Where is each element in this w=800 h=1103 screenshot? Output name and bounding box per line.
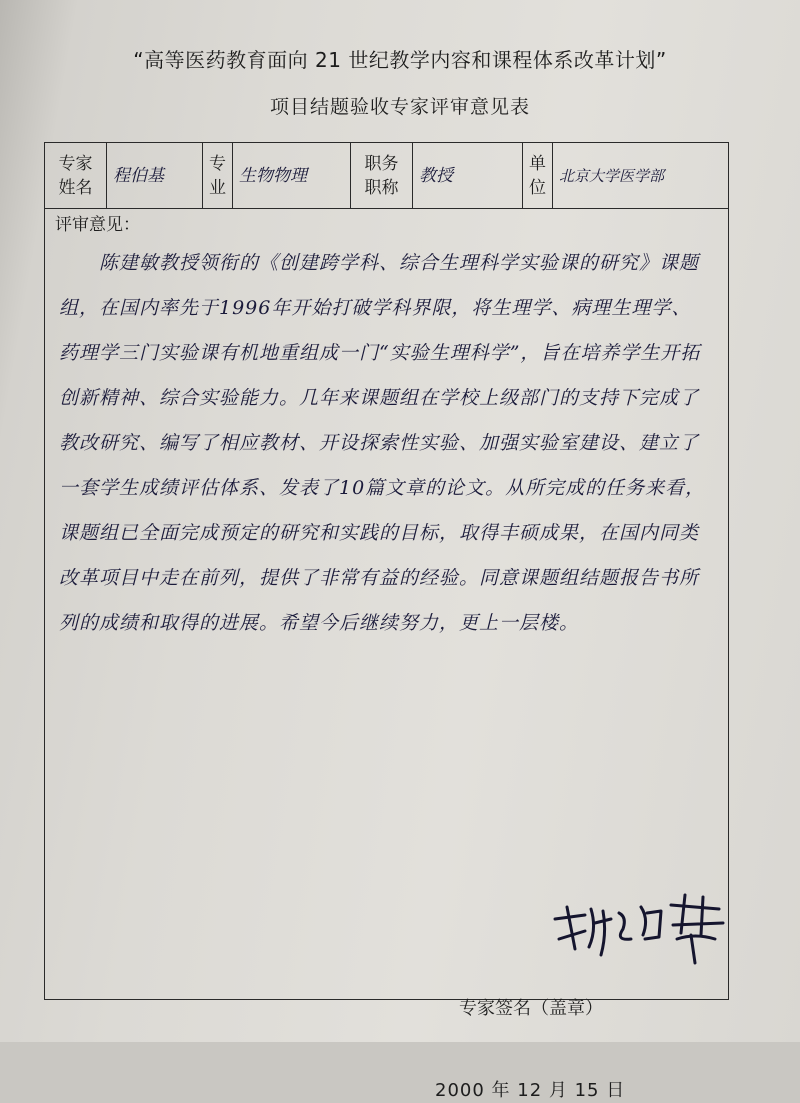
specialty-value: 生物物理 (233, 143, 351, 209)
review-form-table (44, 142, 729, 1101)
expert-name-value: 程伯基 (107, 143, 203, 209)
document-subtitle: 项目结题验收专家评审意见表 (269, 96, 530, 118)
handwritten-signature (545, 889, 735, 969)
opinion-cell (45, 209, 729, 1101)
signature-label: 专家签名（盖章） (459, 998, 603, 1019)
unit-label-text: 单 位 (529, 153, 546, 198)
unit-label (523, 143, 553, 209)
specialty-label-text: 专 业 (209, 153, 226, 198)
position-title-value: 教授 (413, 143, 523, 209)
position-title-label-text: 职务 职称 (364, 153, 399, 198)
specialty-label (203, 143, 233, 209)
expert-name-label-text: 专家 姓名 (58, 153, 93, 198)
document-title: “高等医药教育面向 21 世纪教学内容和课程体系改革计划” (133, 48, 667, 72)
signature-date: 2000 年 12 月 15 日 (435, 1080, 626, 1101)
opinion-label: 评审意见： (55, 215, 140, 235)
opinion-text: 陈建敏教授领衔的《创建跨学科、综合生理科学实验课的研究》课题组，在国内率先于1996年开始打破学科界限，将生理学、病理生理学、药理学三门实验课有机地重组成一门“实验生理科学”，旨在培养学生开拓创新精神、综合实验能力。几年来课题组在学校上级部门的支持下完成了教改研究、编写了相应教材、开设探索性实验、加强实验室建设、建立了一套学生成绩评估体系、发表了10篇文章的论文。从所完成的任务来看，课题组已全面完成预定的研究和实践的目标，取得丰硕成果，在国内同类改革项目中走在前列，提供了非常有益的经验。同意课题组结题报告书所列的成绩和取得的进展。希望今后继续努力，更上一层楼。 (59, 252, 706, 634)
position-title-label (351, 143, 413, 209)
unit-value: 北京大学医学部 (553, 143, 729, 209)
expert-name-label (45, 143, 107, 209)
